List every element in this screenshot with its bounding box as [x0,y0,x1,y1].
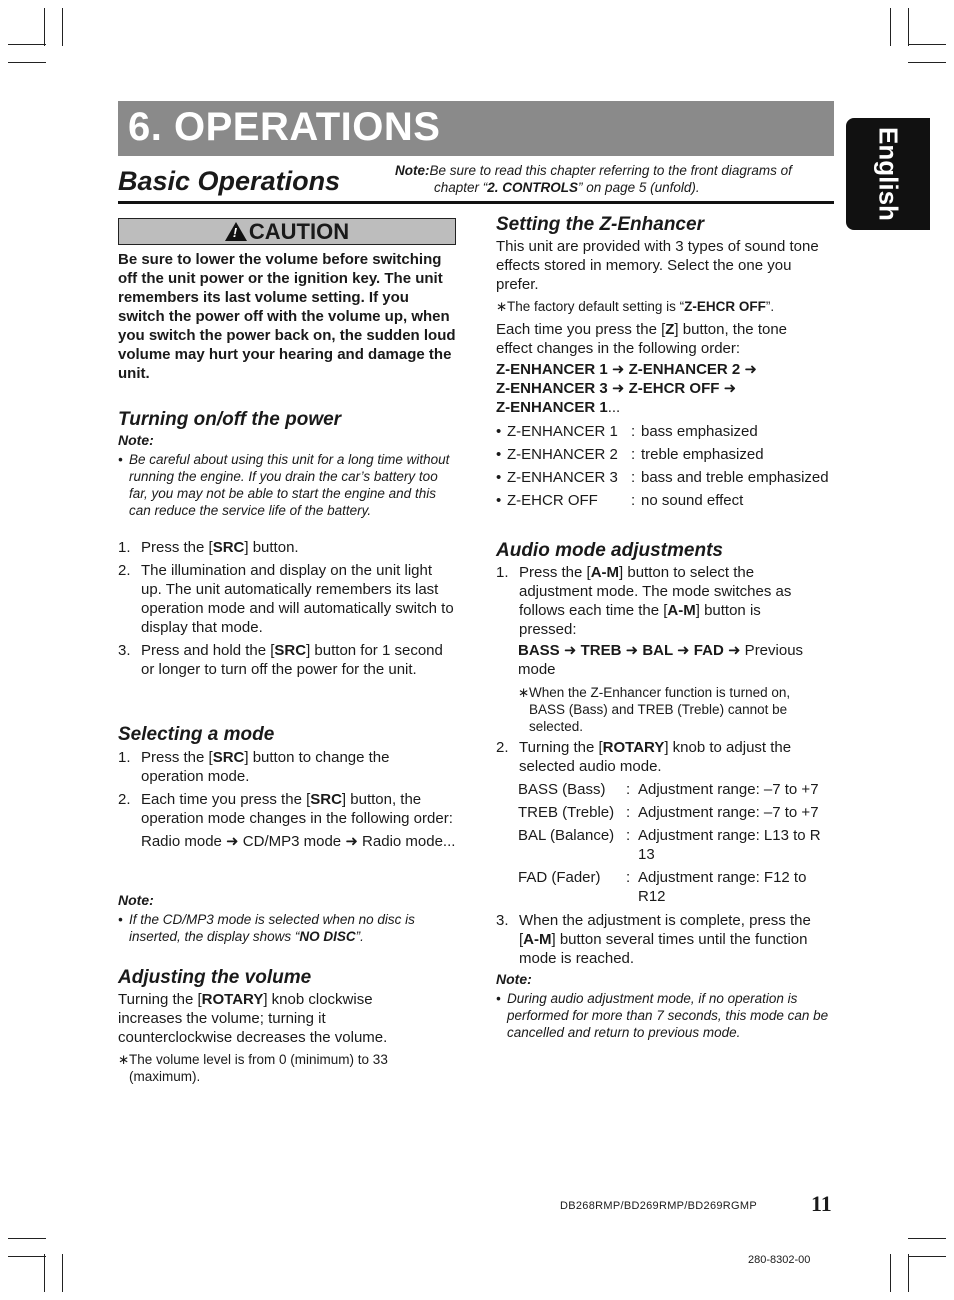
step-text: Each time you press the [ [141,791,311,808]
crop-mark [8,1256,46,1257]
order-line: BASS ➜ TREB ➜ BAL ➜ FAD ➜ [518,642,741,659]
button-name: Z [665,321,675,338]
button-name: SRC [274,642,307,659]
note-label: Note: [118,892,154,908]
colon: : [631,423,636,440]
button-name: A-M [523,931,552,948]
list-item [118,641,456,679]
step-text: ] button to select the adjustment mode. The mode switches as follows each time the [ [519,564,792,619]
mode-heading: Selecting a mode [118,724,275,745]
crop-mark [908,1256,946,1257]
mode-order: Radio mode ➜ CD/MP3 mode ➜ Radio mode... [141,833,456,850]
note-label: Note: [118,432,154,448]
footnote-text: When the Z-Enhancer function is turned on, BASS (Bass) and TREB (Treble) cannot be selected. [529,685,791,734]
crop-mark [908,1254,909,1292]
crop-mark [8,62,46,63]
list-item [496,911,830,968]
range-desc: Adjustment range: –7 to +7 [638,804,819,821]
step-text: ] button several times until the function mode is reached. [519,931,808,967]
step-text: ] button is pressed: [519,602,761,638]
colon: : [631,469,636,486]
crop-mark [890,8,891,46]
bullet: • [496,469,502,486]
item-name: Z-EHCR OFF [507,492,598,509]
page-number: 11 [811,1191,832,1216]
range-desc: Adjustment range: L13 to R 13 [638,827,821,863]
item-name: Z-ENHANCER 3 [507,469,618,486]
range-name: FAD (Fader) [518,869,601,886]
body-text: ] button, the tone effect changes in the following order: [496,321,788,357]
item-desc: no sound effect [641,492,744,509]
colon: : [626,781,631,798]
list-item [496,563,814,639]
note-text: Be sure to read this chapter referring to the front diagrams of [429,163,792,178]
list-item [118,790,456,828]
chapter-title: 6. OPERATIONS [128,105,441,149]
list-item [496,468,841,487]
button-name: ROTARY [201,991,264,1008]
step-text: ] button. [244,539,299,556]
bullet: • [496,423,502,440]
step-number: 1. [118,539,131,556]
list-item [118,748,456,786]
step-text: The illumination and display on the unit light up. The unit automatically remembers its last operation mode and will automatically switch to display that mode. [141,562,454,636]
crop-mark [908,8,909,46]
crop-mark [908,1238,946,1239]
range-desc: Adjustment range: –7 to +7 [638,781,819,798]
step-number: 2. [118,791,131,808]
note-label: Note: [395,163,430,178]
caution-box [118,218,456,245]
crop-mark [908,62,946,63]
audio-note [496,990,830,1041]
step-number: 2. [118,562,131,579]
colon: : [631,492,636,509]
range-desc: Adjustment range: F12 to R12 [638,869,807,905]
order-tail: ... [607,399,621,416]
note-text: During audio adjustment mode, if no operation is performed for more than 7 seconds, this mode can be cancelled and return to previous mode. [507,991,829,1040]
step-number: 2. [496,739,509,756]
setting-name: Z-EHCR OFF [684,299,766,314]
asterisk: ∗ [496,299,508,314]
note-reference: 2. CONTROLS [487,180,579,195]
header-rule [118,201,834,204]
crop-mark [8,44,46,45]
order-line: Z-ENHANCER 1 [496,399,608,416]
section-title: Basic Operations [118,166,341,196]
item-desc: treble emphasized [641,446,764,463]
caution-text: Be sure to lower the volume before switching off the unit power or the ignition key. The unit remembers its last volume setting. If you switch the power off with the volume up, when you switch the power back on, the sudden loud volume may hurt your hearing and damage the unit. [118,251,456,382]
zenhancer-intro: This unit are provided with 3 types of sound tone effects stored in memory. Select the one you prefer. [496,238,819,293]
zenhancer-default-note [496,298,836,315]
note-text: chapter “ [434,180,488,195]
footnote-text: ”. [765,299,775,314]
item-desc: bass emphasized [641,423,758,440]
order-tail: Previous mode [518,642,804,678]
note-text: ” on page 5 (unfold). [578,180,700,195]
step-text: Press the [ [141,749,213,766]
colon: : [631,446,636,463]
list-item [118,538,456,557]
button-name: SRC [212,539,245,556]
power-steps [118,538,456,679]
item-desc: bass and treble emphasized [641,469,829,486]
volume-heading: Adjusting the volume [118,967,312,988]
crop-mark [908,44,946,45]
crop-mark [890,1254,891,1292]
note-text: Be careful about using this unit for a long time without running the engine. If you drain the car’s battery too far, you may not be able to start the engine and this can reduce the service life of the battery. [129,452,450,518]
step-text: Press the [ [519,564,591,581]
order-line: Z-ENHANCER 3 ➜ Z-EHCR OFF ➜ [496,380,737,397]
step-text: ] button to change the operation mode. [141,749,390,785]
bullet: • [118,452,123,467]
step-text: Press the [ [141,539,213,556]
zenhancer-order [496,360,836,417]
warning-icon [225,222,247,241]
step-number: 3. [118,642,131,659]
note-label: Note: [496,971,532,987]
crop-mark [44,8,45,46]
bullet: • [496,446,502,463]
step-text: Press and hold the [ [141,642,275,659]
document-code: 280-8302-00 [748,1254,811,1266]
note-text: ”. [355,929,364,944]
power-note [118,451,452,519]
language-tab-label: English [873,127,904,221]
display-message: NO DISC [299,929,356,944]
footnote-text: The volume level is from 0 (minimum) to 33 (maximum). [129,1052,388,1084]
order-line: Z-ENHANCER 1 ➜ Z-ENHANCER 2 ➜ [496,361,757,378]
body-text: Turning the [ [118,991,202,1008]
caution-label: CAUTION [248,219,350,244]
footnote-text: The factory default setting is “ [507,299,685,314]
asterisk: ∗ [118,1052,130,1067]
list-item [496,422,841,441]
button-name: A-M [667,602,696,619]
volume-text [118,990,418,1047]
button-name: ROTARY [602,739,665,756]
button-name: SRC [310,791,342,808]
step-text: ] button for 1 second or longer to turn off the power for the unit. [141,642,443,678]
asterisk: ∗ [518,685,530,700]
item-name: Z-ENHANCER 1 [507,423,618,440]
step-text: When the adjustment is complete, press the [ [519,912,811,948]
button-name: SRC [212,749,245,766]
model-numbers: DB268RMP/BD269RMP/BD269RGMP [560,1200,758,1212]
note-text: If the CD/MP3 mode is selected when no disc is inserted, the display shows “ [129,912,415,944]
list-item [496,445,841,464]
step-number: 1. [118,749,131,766]
range-name: TREB (Treble) [518,804,615,821]
range-name: BAL (Balance) [518,827,615,844]
audio-heading: Audio mode adjustments [496,540,723,561]
zenhancer-heading: Setting the Z-Enhancer [496,214,704,235]
colon: : [626,804,631,821]
audio-range-table [518,780,830,906]
volume-footnote [118,1051,452,1085]
step-text: ] knob to adjust the selected audio mode. [519,739,792,775]
chapter-banner [118,101,834,156]
button-name: A-M [590,564,620,581]
audio-footnote [518,684,828,735]
colon: : [626,869,631,886]
list-item [118,561,456,637]
mode-note [118,911,452,945]
power-heading: Turning on/off the power [118,409,342,430]
body-text: ] knob clockwise increases the volume; turning it counterclockwise decreases the volume. [118,991,388,1046]
zenhancer-list [496,422,841,510]
colon: : [626,827,631,844]
step-text: Turning the [ [519,739,603,756]
step-text: ] button, the operation mode changes in the following order: [141,791,453,827]
crop-mark [62,8,63,46]
crop-mark [44,1254,45,1292]
item-name: Z-ENHANCER 2 [507,446,618,463]
crop-mark [8,1238,46,1239]
list-item [496,491,841,510]
section-note [395,162,837,196]
list-item [496,738,826,776]
crop-mark [62,1254,63,1292]
bullet: • [496,991,501,1006]
mode-steps [118,748,456,851]
language-tab [846,118,930,230]
bullet: • [496,492,502,509]
bullet: • [118,912,123,927]
range-name: BASS (Bass) [518,781,606,798]
step-number: 3. [496,912,509,929]
body-text: Each time you press the [ [496,321,666,338]
step-number: 1. [496,564,509,581]
zenhancer-press [496,320,826,358]
audio-order [518,641,836,679]
